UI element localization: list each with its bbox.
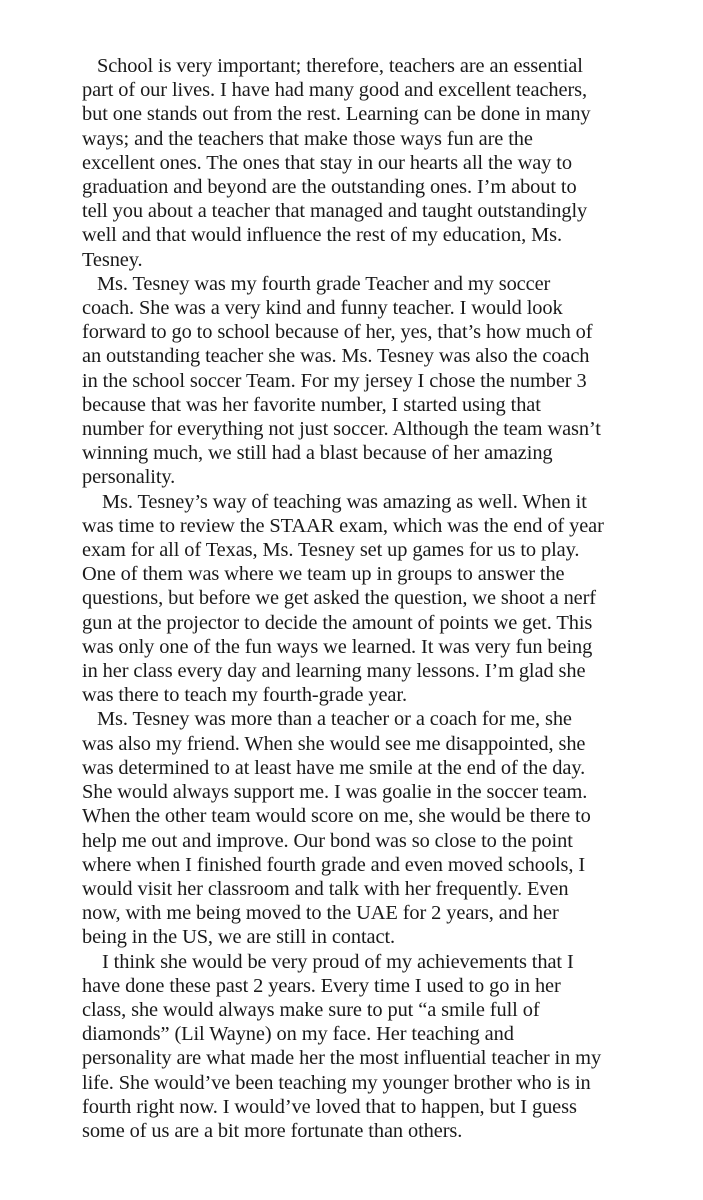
text-line: in the school soccer Team. For my jersey I chose the number 3 bbox=[82, 369, 587, 392]
text-line: but one stands out from the rest. Learning can be done in many bbox=[82, 103, 591, 126]
text-line: fourth right now. I would’ve loved that to happen, but I guess bbox=[82, 1095, 577, 1118]
text-line: class, she would always make sure to put “a smile full of bbox=[82, 998, 540, 1021]
text-line: ways; and the teachers that make those ways fun are the bbox=[82, 127, 533, 150]
text-line: personality are what made her the most influential teacher in my bbox=[82, 1047, 602, 1070]
paragraph bbox=[82, 950, 630, 1144]
text-line: was there to teach my fourth-grade year. bbox=[82, 684, 407, 707]
text-line: help me out and improve. Our bond was so close to the point bbox=[82, 829, 573, 852]
text-line: graduation and beyond are the outstanding ones. I’m about to bbox=[82, 176, 577, 199]
text-line: would visit her classroom and talk with her frequently. Even bbox=[82, 877, 569, 900]
text-line: I think she would be very proud of my achievements that I bbox=[82, 950, 574, 973]
text-line: School is very important; therefore, teachers are an essential bbox=[82, 55, 583, 77]
text-line: well and that would influence the rest of my education, Ms. bbox=[82, 224, 562, 247]
text-line: excellent ones. The ones that stay in our hearts all the way to bbox=[82, 151, 572, 174]
text-line: part of our lives. I have had many good and excellent teachers, bbox=[82, 79, 587, 102]
text-line: forward to go to school because of her, yes, that’s how much of bbox=[82, 321, 593, 344]
text-line: was only one of the fun ways we learned. It was very fun being bbox=[82, 635, 593, 658]
essay-body bbox=[82, 54, 630, 1143]
paragraph bbox=[82, 54, 630, 272]
text-line: some of us are a bit more fortunate than others. bbox=[82, 1119, 463, 1142]
text-line: number for everything not just soccer. Although the team wasn’t bbox=[82, 418, 601, 441]
paragraph bbox=[82, 272, 630, 490]
text-line: was determined to at least have me smile at the end of the day. bbox=[82, 756, 586, 779]
paragraph bbox=[82, 490, 630, 708]
text-line: being in the US, we are still in contact. bbox=[82, 926, 396, 949]
text-line: gun at the projector to decide the amount of points we get. This bbox=[82, 611, 593, 634]
text-line: where when I finished fourth grade and even moved schools, I bbox=[82, 853, 586, 876]
text-line: because that was her favorite number, I started using that bbox=[82, 393, 541, 416]
text-line: Ms. Tesney was my fourth grade Teacher and my soccer bbox=[82, 272, 551, 295]
text-line: When the other team would score on me, she would be there to bbox=[82, 805, 591, 828]
text-line: life. She would’ve been teaching my younger brother who is in bbox=[82, 1071, 591, 1094]
text-line: in her class every day and learning many lessons. I’m glad she bbox=[82, 660, 586, 683]
text-line: Tesney. bbox=[82, 248, 143, 271]
text-line: now, with me being moved to the UAE for 2 years, and her bbox=[82, 902, 559, 925]
text-line: have done these past 2 years. Every time I used to go in her bbox=[82, 974, 561, 997]
text-line: Ms. Tesney’s way of teaching was amazing as well. When it bbox=[82, 490, 587, 513]
text-line: exam for all of Texas, Ms. Tesney set up games for us to play. bbox=[82, 539, 580, 562]
text-line: One of them was where we team up in groups to answer the bbox=[82, 563, 565, 586]
text-line: was time to review the STAAR exam, which was the end of year bbox=[82, 514, 604, 537]
text-line: personality. bbox=[82, 466, 176, 489]
text-line: was also my friend. When she would see me disappointed, she bbox=[82, 732, 586, 755]
text-line: diamonds” (Lil Wayne) on my face. Her teaching and bbox=[82, 1023, 514, 1046]
text-line: winning much, we still had a blast because of her amazing bbox=[82, 442, 553, 465]
text-line: Ms. Tesney was more than a teacher or a coach for me, she bbox=[82, 708, 572, 731]
paragraph bbox=[82, 707, 630, 949]
text-line: tell you about a teacher that managed and taught outstandingly bbox=[82, 200, 588, 223]
text-line: She would always support me. I was goalie in the soccer team. bbox=[82, 781, 588, 804]
text-line: coach. She was a very kind and funny teacher. I would look bbox=[82, 297, 563, 320]
text-line: questions, but before we get asked the question, we shoot a nerf bbox=[82, 587, 596, 610]
text-line: an outstanding teacher she was. Ms. Tesney was also the coach bbox=[82, 345, 590, 368]
